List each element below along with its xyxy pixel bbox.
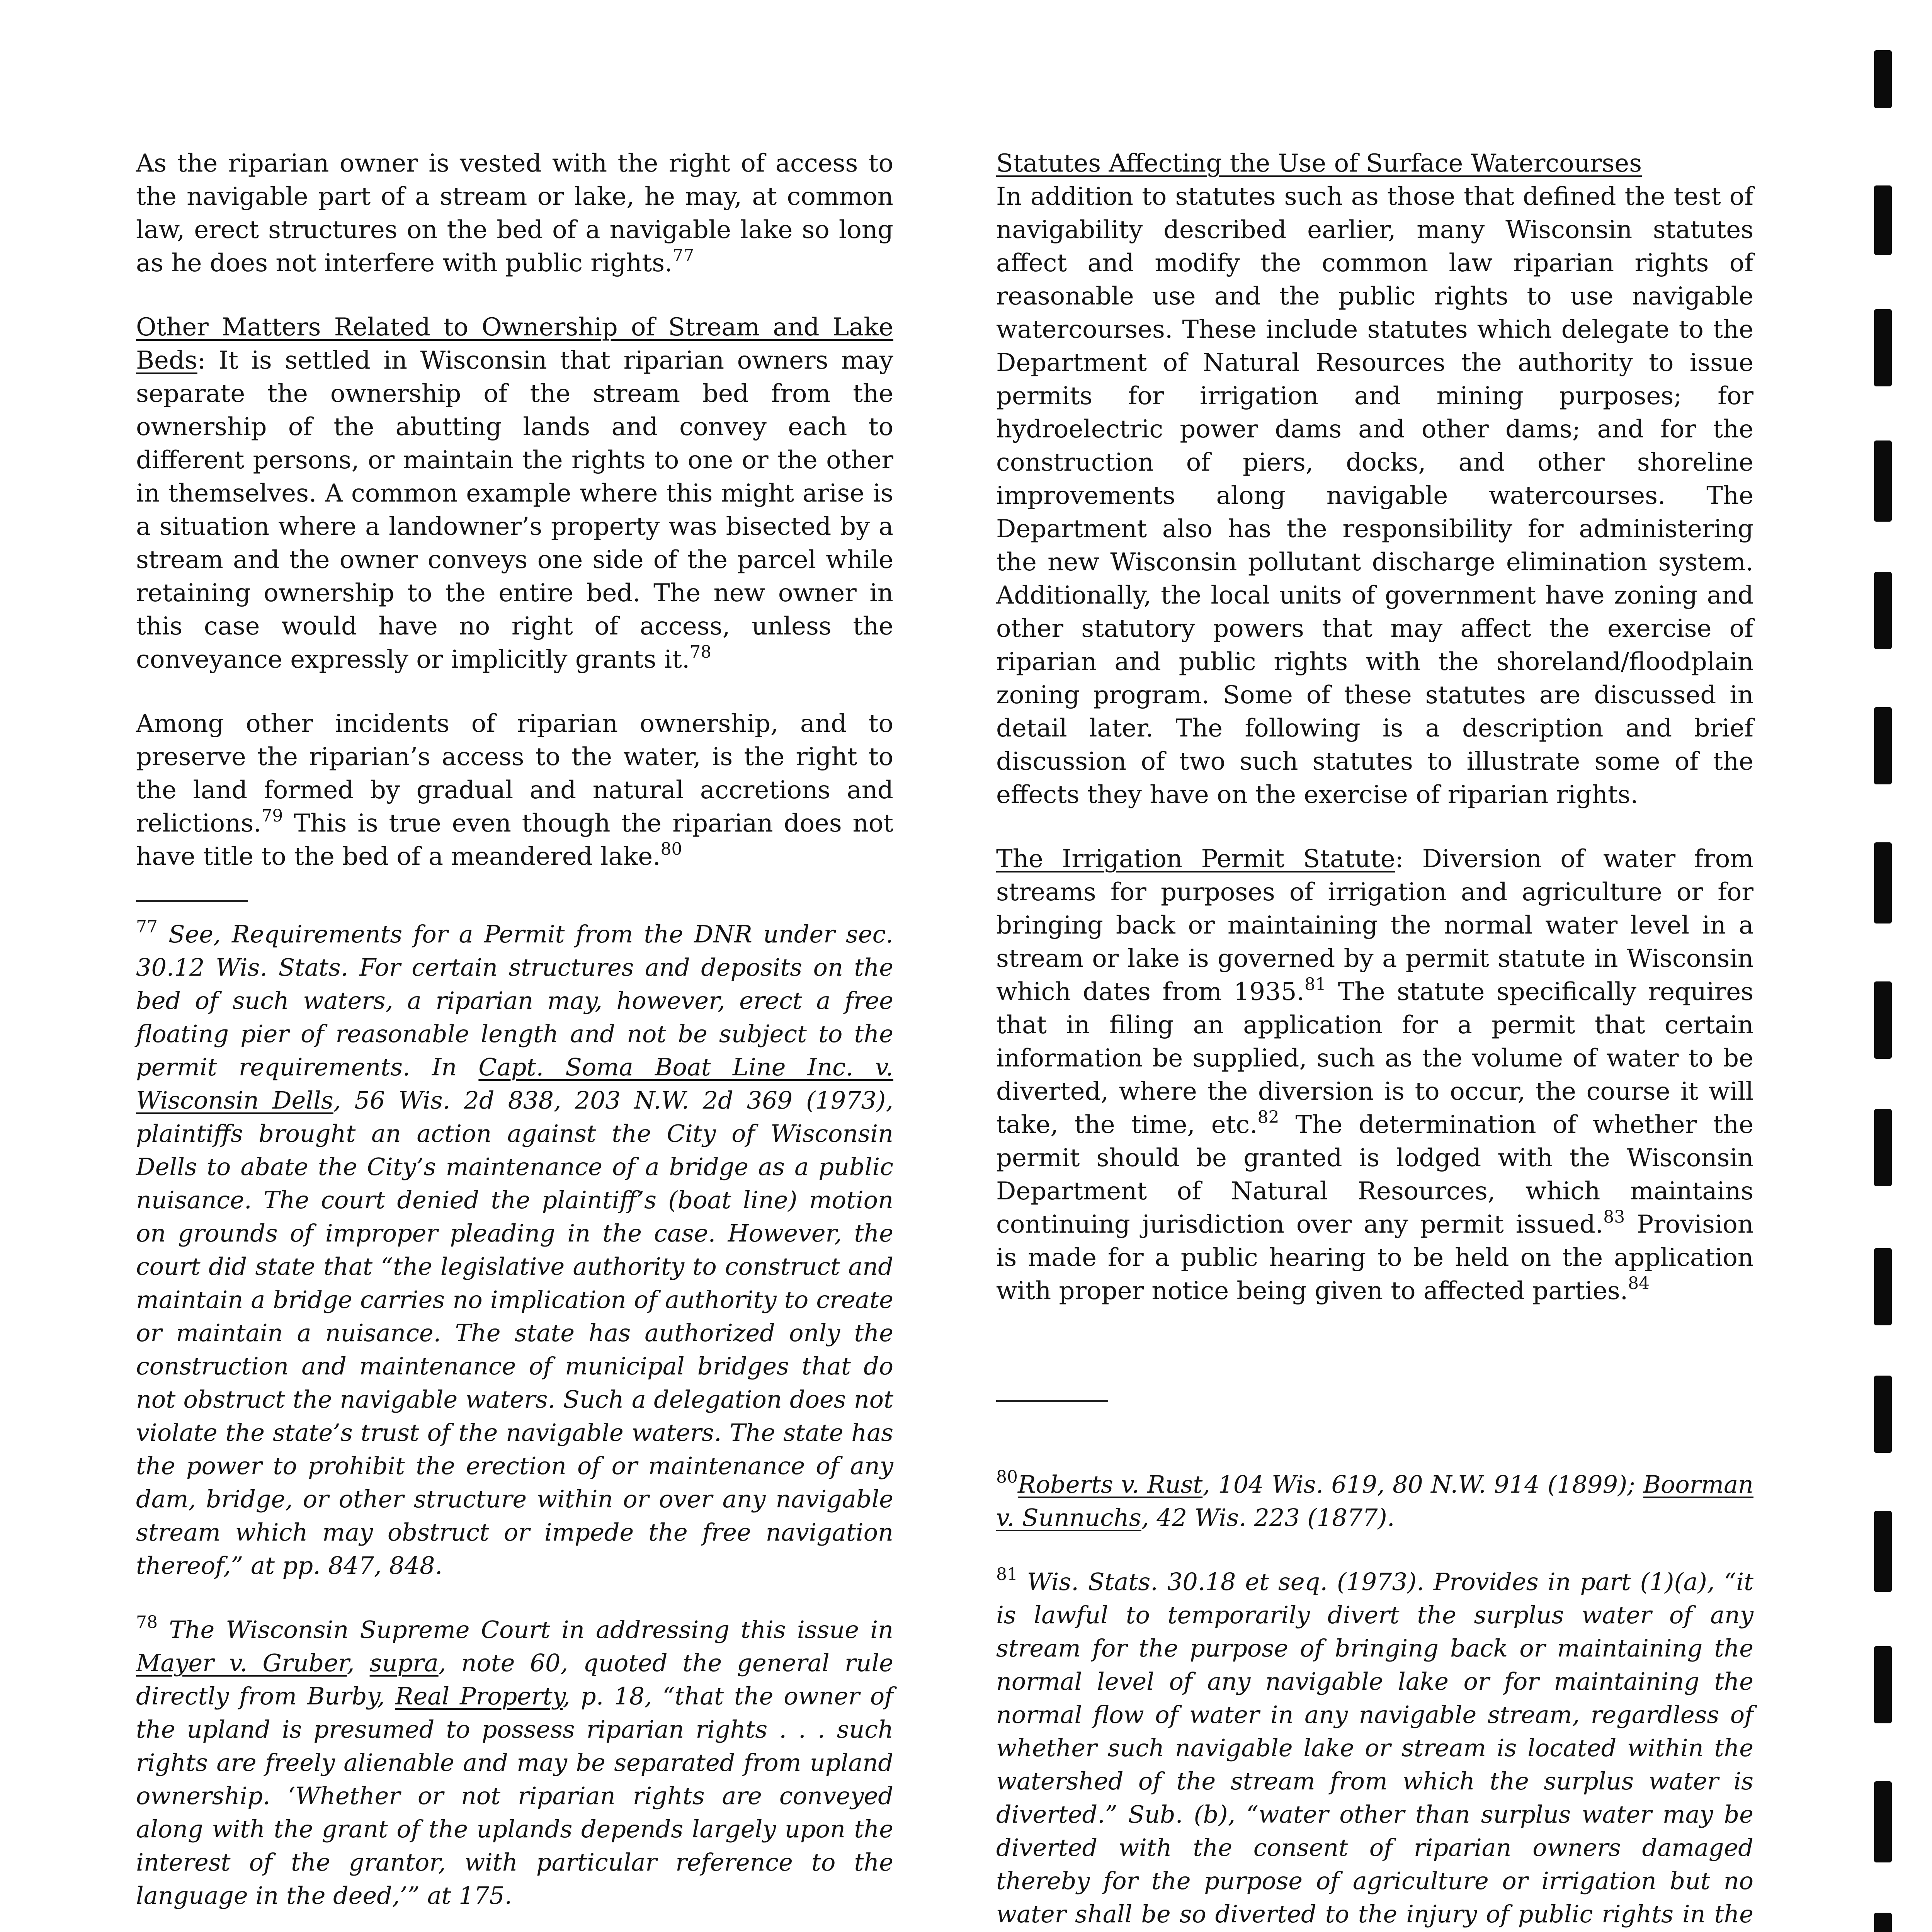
footnote-81: $^{81}$ Wis. Stats. 30.18 et seq. (1973). Provides in part (1)(a), “it is lawful to temporarily divert the surplus water of any stream for the purpose of bringing back or maintaining the normal level of any navigable lake or for maintaining the normal flow of water in any navigable stream, regardless of whether such navigable lake or stream is located within the watershed of the stream from which the surplus water is diverted.” Sub. (b), “water other than surplus water may be diverted with the consent of riparian owners damaged thereby for the purpose of agriculture or irrigation but no water shall be so diverted to the injury of public rights in the bbox=[996, 1565, 1753, 1928]
section-heading-irrigation: The Irrigation Permit Statute bbox=[996, 845, 1395, 873]
binding-mark bbox=[1874, 1913, 1892, 1932]
binding-mark bbox=[1874, 707, 1892, 784]
binding-mark bbox=[1874, 842, 1892, 923]
binding-mark bbox=[1874, 1781, 1892, 1862]
binding-mark bbox=[1874, 981, 1892, 1059]
binding-mark bbox=[1874, 50, 1892, 108]
binding-mark bbox=[1874, 309, 1892, 386]
footnote-ref-82: 82 bbox=[1257, 1107, 1279, 1127]
binding-marks bbox=[1874, 0, 1897, 1932]
footnote-ref-77: 77 bbox=[672, 246, 694, 265]
paragraph-irrigation-permit: The Irrigation Permit Statute: Diversion of water from streams for purposes of irrigation and agriculture or for bringing back or maintaining the normal water level in a stream or lake is governed by a permit statute in Wisconsin which dates from 1935.81 The statute specifically requires that in filing an application for a permit that certain information be supplied, such as the volume of water to be diverted, where the diversion is to occur, the course it will take, the time, etc.$^{82}$ The determination of whether the permit should be granted is lodged with the Wisconsin Department of Natural Resources, which maintains continuing jurisdiction over any permit issued.$^{83}$ Provision is made for a public hearing to be held on the application with proper notice being given to affected parties.$^{84}$ bbox=[996, 845, 1754, 1305]
section-heading-ownership: Other Matters Related to Ownership of Stream and Lake Beds bbox=[136, 313, 893, 375]
binding-mark bbox=[1874, 185, 1892, 255]
footnote-ref-83: 83 bbox=[1603, 1207, 1625, 1227]
footnote-ref-80: 80 bbox=[660, 839, 682, 859]
footnote-ref-79: 79 bbox=[261, 806, 283, 826]
footnote-ref-81: 81 bbox=[1304, 975, 1326, 994]
binding-mark bbox=[1874, 1109, 1892, 1186]
footnote-78: $^{78}$ The Wisconsin Supreme Court in addressing this issue in Mayer v. Gruber, supra, note 60, quoted the general rule directly from Burby, Real Property, p. 18, “that the owner of the upland is presumed to possess riparian rights . . . such rights are freely alienable and may be separated from upland ownership. ‘Whether or not riparian rights are conveyed along with the grant of the uplands depends largely upon the interest of the grantor, with particular reference to the language in the deed,’” at 175. bbox=[136, 1612, 893, 1910]
binding-mark bbox=[1874, 1376, 1892, 1453]
binding-mark bbox=[1874, 1646, 1892, 1723]
paragraph-ownership-stream-beds: Other Matters Related to Ownership of Stream and Lake Beds: It is settled in Wisconsin that riparian owners may separate the ownership of the stream bed from the ownership of the abutting lands and convey each to different persons, or maintain the rights to one or the other in themselves. A common example where this might arise is a situation where a landowner’s property was bisected by a stream and the owner conveys one side of the parcel while retaining ownership to the entire bed. The new owner in this case would have no right of access, unless the conveyance expressly or implicitly grants it.$^{78}$ bbox=[136, 313, 893, 674]
right-column bbox=[996, 147, 1753, 1932]
paragraph-accretions: Among other incidents of riparian ownership, and to preserve the riparian’s access to the water, is the right to the land formed by gradual and natural accretions and relictions.$^{79}$ This is true even though the riparian does not have title to the bed of a meandered lake.$^{80}$ bbox=[136, 709, 893, 871]
paragraph-access-structures: As the riparian owner is vested with the right of access to the navigable part of a stream or lake, he may, at common law, erect structures on the bed of a navigable lake so long as he does not interfere with public rights.$^{77}$ bbox=[136, 149, 893, 277]
binding-mark bbox=[1874, 572, 1892, 649]
paragraph-statutes: In addition to statutes such as those that defined the test of navigability described earlier, many Wisconsin statutes affect and modify the common law riparian rights of reasonable use and the public rights to use navigable watercourses. These include statutes which delegate to the Department of Natural Resources the authority to issue permits for irrigation and mining purposes; for hydroelectric power dams and other dams; and for the construction of piers, docks, and other shoreline improvements along navigable watercourses. The Department also has the responsibility for administering the new Wisconsin pollutant discharge elimination system. Additionally, the local units of government have zoning and other statutory powers that may affect the exercise of riparian and public rights with the shoreland/floodplain zoning program. Some of these statutes are discussed in detail later. The following is a description and brief discussion of two such statutes to illustrate some of the effects they have on the exercise of riparian rights. bbox=[996, 182, 1753, 809]
footnote-ref-84: 84 bbox=[1628, 1274, 1650, 1293]
footnote-77: $^{77}$ See, Requirements for a Permit from the DNR under sec. 30.12 Wis. Stats. For certain structures and deposits on the bed of such waters, a riparian may, however, erect a free floating pier of reasonable length and not be subject to the permit requirements. In Capt. Soma Boat Line Inc. v. Wisconsin Dells, 56 Wis. 2d 838, 203 N.W. 2d 369 (1973), plaintiffs brought an action against the City of Wisconsin Dells to abate the City’s maintenance of a bridge as a public nuisance. The court denied the plaintiff’s (boat line) motion on grounds of improper pleading in the case. However, the court did state that “the legislative authority to construct and maintain a bridge carries no implication of authority to create or maintain a nuisance. The state has authorized only the construction and maintenance of municipal bridges that do not obstruct the navigable waters. Such a delegation does not violate the state’s trust of the navigable waters. The state has the power to prohibit the erection of or maintenance of any dam, bridge, or other structure within or over any navigable stream which may obstruct or impede the free navigation thereof,” at pp. 847, 848. bbox=[136, 917, 893, 1580]
binding-mark bbox=[1874, 440, 1892, 522]
footnote-80: $^{80}$Roberts v. Rust, 104 Wis. 619, 80 N.W. 914 (1899); Boorman v. Sunnuchs, 42 Wis. 223 (1877). bbox=[996, 1467, 1753, 1532]
left-column bbox=[136, 147, 893, 1932]
footnote-ref-78: 78 bbox=[690, 642, 712, 662]
section-heading-statutes: Statutes Affecting the Use of Surface Watercourses bbox=[996, 149, 1642, 178]
binding-mark bbox=[1874, 1248, 1892, 1325]
binding-mark bbox=[1874, 1511, 1892, 1592]
